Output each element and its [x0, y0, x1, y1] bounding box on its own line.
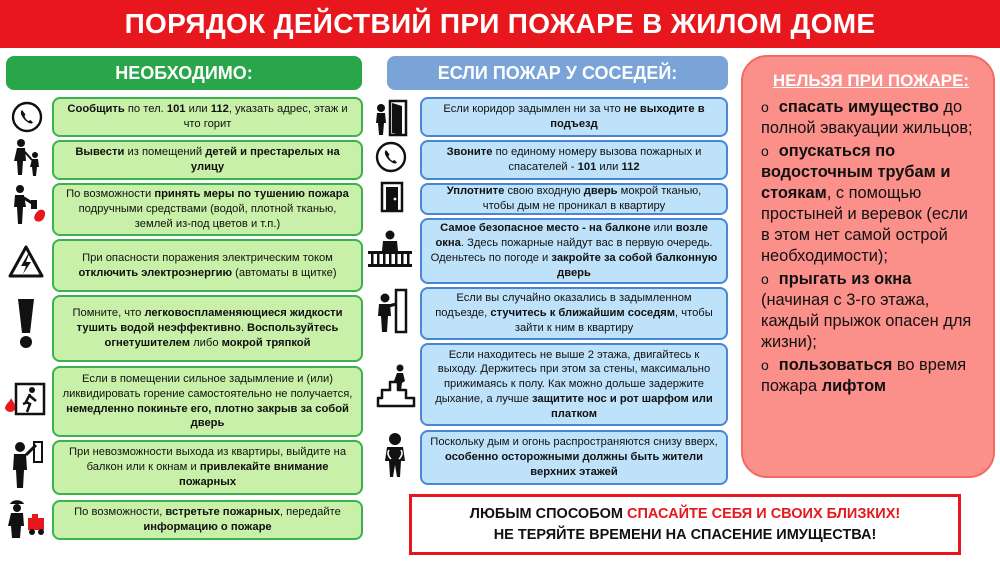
- forbidden-item-text: [761, 356, 966, 395]
- neighbors-item-5: [420, 343, 728, 426]
- text: свою входную: [504, 185, 584, 198]
- text: по единому номеру вызова пожарных и спасателей -: [492, 146, 702, 173]
- emphasis-text: защитите нос и рот шарфом или платком: [531, 392, 713, 420]
- forbidden-item-text: [761, 142, 968, 265]
- text: (автоматы в щитке): [232, 266, 337, 279]
- item-text: [430, 291, 718, 335]
- text: или: [650, 222, 676, 235]
- item-text: [430, 102, 718, 132]
- forbidden-item-1: [761, 141, 981, 267]
- text: из помещений: [124, 146, 206, 159]
- person-at-window-icon: [8, 440, 46, 490]
- emphasis-text: Сообщить: [67, 103, 125, 116]
- text: мокрой тканью, чтобы дым не проникал в квартиру: [482, 185, 702, 212]
- text: . Здесь пожарные найдут вас в первую очередь. Оденьтесь по погоде и: [430, 237, 713, 264]
- forbidden-title: НЕЛЬЗЯ ПРИ ПОЖАРЕ:: [772, 71, 970, 90]
- text: или: [596, 161, 622, 173]
- emphasis-text: 101: [577, 161, 597, 173]
- text: Если в помещении сильное задымление и (или) ликвидировать горение самостоятельно не получается,: [62, 372, 353, 400]
- balcony-icon: [366, 228, 414, 270]
- necessary-item-0: [52, 97, 363, 137]
- necessary-item-1: [52, 140, 363, 180]
- text: При невозможности выхода из квартиры, выйдите на балкон или к окнам и: [68, 446, 347, 474]
- emphasis-text: пользоваться: [778, 356, 893, 374]
- text: , с помощью простыней и веревок (если в этом нет самой острой необходимости);: [761, 184, 968, 265]
- item-text: [430, 145, 718, 175]
- emphasis-text: возле окна: [435, 222, 708, 250]
- text: Если коридор задымлен ни за что: [443, 103, 624, 116]
- necessary-item-2: [52, 183, 363, 236]
- item-text: [62, 102, 353, 132]
- emphasis-text: не выходите в подъезд: [550, 103, 705, 130]
- emphasis-text: информацию о пожаре: [143, 521, 272, 533]
- item-text: [430, 221, 718, 280]
- emphasis-text: 101: [166, 103, 186, 116]
- emphasis-text: опускаться по водосточным трубам и стоякам: [761, 142, 951, 202]
- text: Если находитесь не выше 2 этажа, двигайтесь к выходу. Держитесь при этом за стены, максимально прижимаясь к полу. Как можно дольше задержите дыхание, а лучше: [435, 348, 711, 405]
- text: По возможности,: [74, 506, 166, 519]
- emphasis-text: дверь: [583, 185, 618, 198]
- text: , указать адрес, этаж и что горит: [183, 103, 348, 130]
- neighbors-header: ЕСЛИ ПОЖАР У СОСЕДЕЙ:: [387, 56, 728, 90]
- emphasis-text: особенно осторожными должны быть жители верхних этажей: [445, 451, 703, 478]
- item-text: [62, 187, 353, 231]
- necessary-header: НЕОБХОДИМО:: [6, 56, 362, 90]
- text: Поскольку дым и огонь распространяются снизу вверх,: [430, 436, 718, 449]
- emphasis-text: отключить электроэнергию: [78, 266, 233, 279]
- necessary-item-6: [52, 440, 363, 495]
- exclamation-icon: [12, 296, 40, 350]
- forbidden-item-0: [761, 97, 981, 139]
- forbidden-panel: [741, 55, 995, 478]
- neighbors-item-6: [420, 430, 728, 485]
- text: до полной эвакуации жильцов;: [761, 98, 973, 137]
- emphasis-text: принять меры по тушению пожара: [154, 188, 349, 201]
- item-text: [430, 435, 718, 479]
- necessary-item-3: [52, 239, 363, 292]
- covering-face-icon: [380, 432, 410, 478]
- item-text: [761, 98, 973, 137]
- emphasis-text: немедленно покиньте его, плотно закрыв за собой дверь: [66, 402, 349, 430]
- phone-icon: [374, 140, 408, 174]
- text: .: [240, 322, 248, 335]
- text: При опасности поражения электрическим током: [82, 251, 333, 264]
- item-text: [761, 142, 968, 265]
- family-icon: [10, 138, 44, 178]
- text: , передайте: [279, 506, 341, 519]
- door-exit-icon: [372, 98, 410, 138]
- page-title: ПОРЯДОК ДЕЙСТВИЙ ПРИ ПОЖАРЕ В ЖИЛОМ ДОМЕ: [0, 0, 1000, 48]
- item-text: [430, 184, 718, 214]
- text: , чтобы зайти к ним в квартиру: [514, 307, 713, 334]
- electric-hazard-icon: [8, 244, 44, 280]
- neighbors-item-4: [420, 287, 728, 340]
- neighbors-item-0: [420, 97, 728, 137]
- bullet-icon: o: [761, 143, 769, 159]
- text: либо: [190, 336, 222, 349]
- bottom-warning: [409, 494, 961, 555]
- emphasis-text: легковоспламеняющиеся жидкости тушить водой неэффективно: [76, 307, 343, 335]
- item-text: [62, 505, 353, 535]
- item-text: [430, 348, 718, 422]
- phone-icon: [10, 100, 44, 134]
- text: во время пожара: [761, 356, 967, 395]
- item-text: [62, 306, 353, 350]
- emphasis-text: прыгать из окна: [778, 270, 912, 288]
- item-text: [761, 356, 966, 395]
- bullet-icon: o: [761, 357, 769, 373]
- emphasis-text: спасать имущество: [778, 98, 939, 116]
- emphasis-text: Вывести: [75, 146, 125, 159]
- forbidden-item-3: [761, 355, 981, 397]
- bottom-line-2: НЕ ТЕРЯЙТЕ ВРЕМЕНИ НА СПАСЕНИЕ ИМУЩЕСТВА!: [493, 526, 877, 543]
- text: (начиная с 3-го этажа, каждый прыжок опасен для жизни);: [761, 291, 972, 351]
- bottom-line-1-prefix: ЛЮБЫМ СПОСОБОМ: [469, 505, 628, 522]
- item-text: [62, 145, 353, 175]
- text: подручными средствами (водой, плотной тканью, землей из-под цветов и т.п.): [78, 203, 337, 230]
- neighbors-item-2: [420, 183, 728, 215]
- extinguishing-person-icon: [6, 184, 48, 226]
- stairs-icon: [376, 364, 416, 408]
- knocking-person-icon: [374, 288, 408, 334]
- bottom-line-1: [470, 504, 900, 525]
- bottom-line-1-highlight: СПАСАЙТЕ СЕБЯ И СВОИХ БЛИЗКИХ!: [627, 505, 901, 522]
- door-icon: [378, 180, 406, 214]
- neighbors-item-1: [420, 140, 728, 180]
- forbidden-item-text: [761, 270, 971, 351]
- text: По возможности: [66, 188, 155, 201]
- forbidden-item-text: [761, 98, 973, 137]
- item-text: [62, 251, 353, 281]
- emphasis-text: стучитесь к ближайшим соседям: [490, 307, 676, 320]
- emphasis-text: Самое безопасное место - на балконе: [440, 222, 651, 235]
- neighbors-item-3: [420, 218, 728, 284]
- item-text: [62, 372, 353, 431]
- necessary-item-7: [52, 500, 363, 540]
- emphasis-text: Воспользуйтесь огнетушителем: [104, 322, 339, 349]
- emphasis-text: 112: [621, 161, 640, 173]
- emphasis-text: лифтом: [821, 377, 887, 395]
- forbidden-list: [761, 97, 981, 397]
- firefighter-icon: [4, 496, 48, 540]
- emphasis-text: мокрой тряпкой: [221, 336, 311, 349]
- fire-exit-icon: [2, 378, 48, 418]
- item-text: [62, 445, 353, 489]
- emphasis-text: Звоните: [446, 146, 493, 159]
- text: Если вы случайно оказались в задымленном подъезде,: [435, 292, 692, 320]
- necessary-item-4: [52, 295, 363, 362]
- emphasis-text: 112: [210, 103, 229, 116]
- item-text: [761, 270, 971, 351]
- bullet-icon: o: [761, 99, 769, 115]
- forbidden-item-2: [761, 269, 981, 353]
- emphasis-text: встретьте пожарных: [165, 506, 280, 519]
- bullet-icon: o: [761, 271, 769, 287]
- emphasis-text: закройте за собой балконную дверь: [551, 252, 718, 279]
- text: по тел.: [124, 103, 167, 116]
- emphasis-text: детей и престарелых на улицу: [190, 146, 340, 173]
- necessary-item-5: [52, 366, 363, 437]
- emphasis-text: привлекайте внимание пожарных: [178, 461, 329, 488]
- emphasis-text: Уплотните: [446, 185, 505, 198]
- text: или: [185, 103, 211, 116]
- text: Помните, что: [72, 307, 145, 320]
